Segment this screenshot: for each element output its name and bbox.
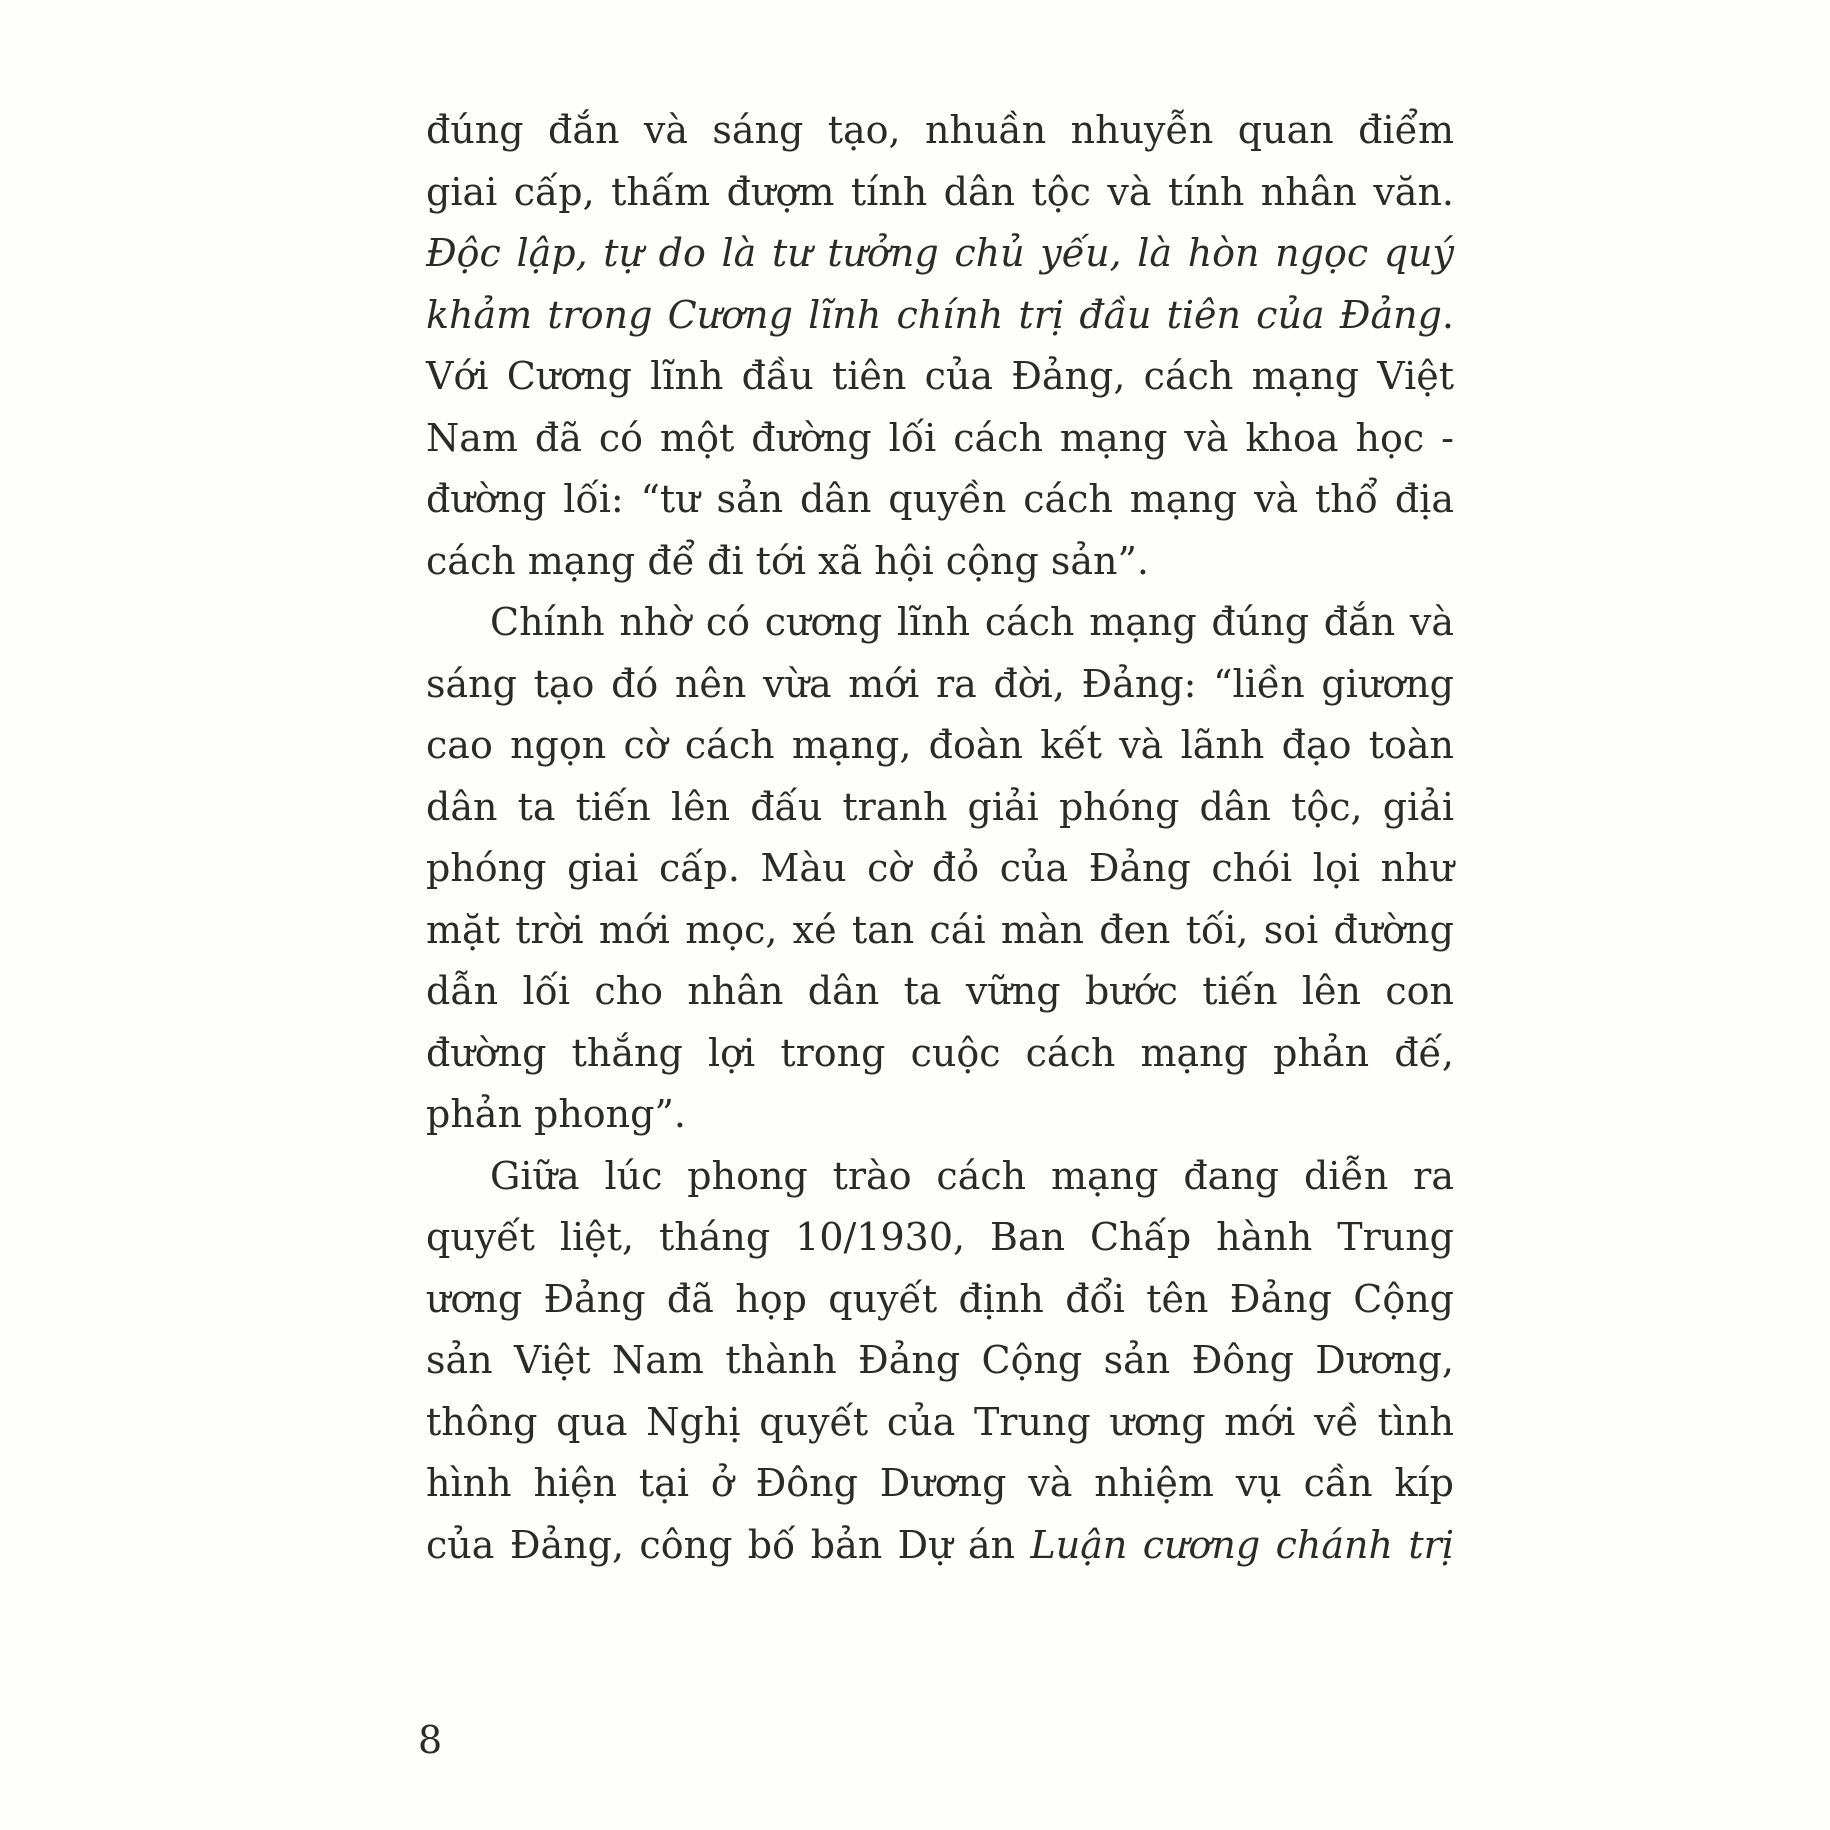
text-line: cao ngọn cờ cách mạng, đoàn kết và lãnh đạo toàn	[426, 723, 1454, 767]
text-line: Giữa lúc phong trào cách mạng đang diễn ra	[490, 1153, 1454, 1198]
text-line: thông qua Nghị quyết của Trung ương mới về tình	[426, 1399, 1454, 1444]
text-line: Với Cương lĩnh đầu tiên của Đảng, cách mạng Việt	[426, 354, 1454, 398]
text-line: đường thắng lợi trong cuộc cách mạng phản đế,	[426, 1030, 1454, 1075]
text-line: dân ta tiến lên đấu tranh giải phóng dân tộc, giải	[426, 784, 1454, 829]
text-line	[426, 285, 1454, 347]
text-line: phóng giai cấp. Màu cờ đỏ của Đảng chói lọi như	[426, 846, 1454, 890]
text-line: dẫn lối cho nhân dân ta vững bước tiến lên con	[426, 969, 1454, 1013]
italic-phrase: khảm trong Cương lĩnh chính trị đầu tiên của Đảng	[426, 292, 1442, 337]
text-line: đúng đắn và sáng tạo, nhuần nhuyễn quan điểm	[426, 108, 1454, 152]
text-line: quyết liệt, tháng 10/1930, Ban Chấp hành Trung	[426, 1215, 1454, 1259]
period: .	[1441, 292, 1454, 337]
page-number: 8	[418, 1718, 443, 1762]
text-line: sản Việt Nam thành Đảng Cộng sản Đông Dương,	[426, 1338, 1454, 1382]
text-line: đường lối: “tư sản dân quyền cách mạng và thổ địa	[426, 477, 1454, 521]
italic-title: Luận cương chánh trị	[1030, 1522, 1454, 1567]
text-line: Nam đã có một đường lối cách mạng và khoa học -	[426, 415, 1454, 460]
text-line: hình hiện tại ở Đông Dương và nhiệm vụ cần kíp	[426, 1461, 1454, 1505]
line-start: của Đảng, công bố bản Dự án	[426, 1522, 1031, 1567]
body-text	[426, 100, 1454, 1576]
text-line: ương Đảng đã họp quyết định đổi tên Đảng Cộng	[426, 1276, 1454, 1321]
text-line: giai cấp, thấm đượm tính dân tộc và tính nhân văn.	[426, 169, 1454, 214]
text-line	[426, 1515, 1454, 1577]
text-line-italic: Độc lập, tự do là tư tưởng chủ yếu, là hòn ngọc quý	[426, 231, 1454, 275]
text-line: phản phong”.	[426, 1092, 686, 1136]
text-line: sáng tạo đó nên vừa mới ra đời, Đảng: “liền giương	[426, 661, 1454, 706]
text-line: Chính nhờ có cương lĩnh cách mạng đúng đắn và	[490, 600, 1454, 644]
text-line: mặt trời mới mọc, xé tan cái màn đen tối, soi đường	[426, 907, 1454, 952]
text-line: cách mạng để đi tới xã hội cộng sản”.	[426, 538, 1149, 583]
